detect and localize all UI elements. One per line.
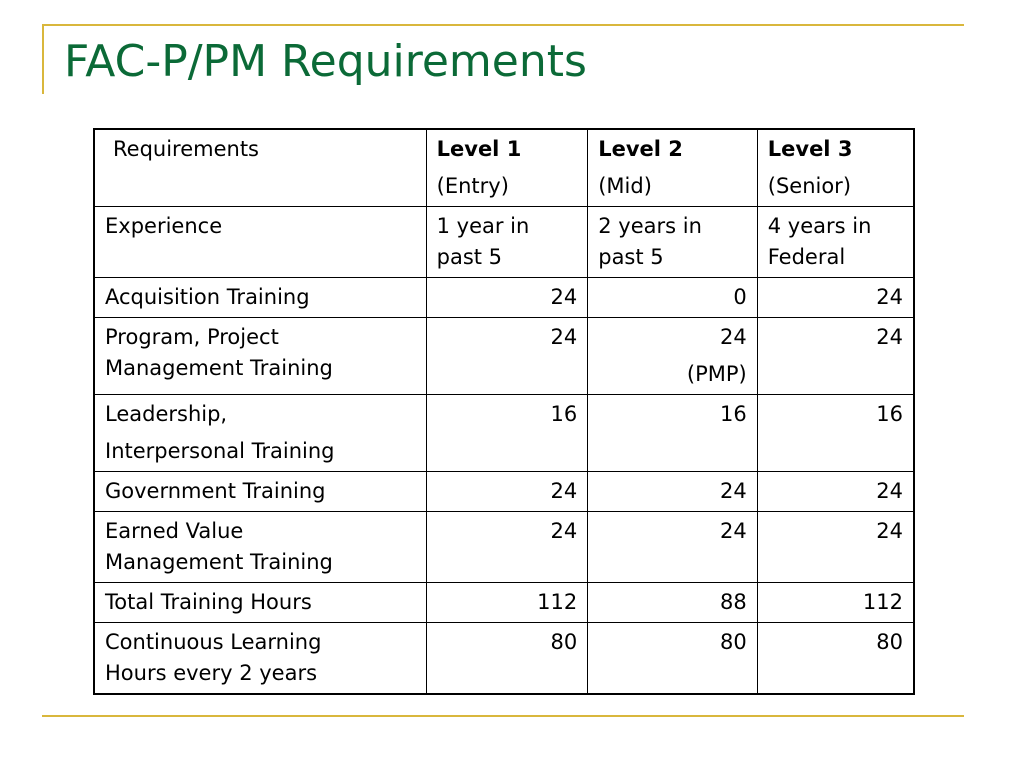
row-value-level-3: 16 — [757, 395, 914, 472]
header-level-2 — [588, 129, 758, 207]
table-row — [94, 583, 914, 623]
header-row — [94, 129, 914, 207]
row-value-level-1: 16 — [426, 395, 588, 472]
row-label: Acquisition Training — [94, 278, 426, 318]
table-row — [94, 278, 914, 318]
level-2-sub: (Mid) — [598, 174, 652, 198]
experience-label: Experience — [94, 207, 426, 278]
row-value-level-1: 112 — [426, 583, 588, 623]
bottom-accent-line — [42, 715, 964, 717]
experience-level-3: 4 years in Federal — [757, 207, 914, 278]
row-value-level-3: 112 — [757, 583, 914, 623]
row-value-level-1: 24 — [426, 318, 588, 395]
top-accent-line — [42, 24, 964, 26]
slide-title: FAC-P/PM Requirements — [64, 36, 587, 87]
left-accent-line — [42, 24, 44, 94]
row-value-level-3: 80 — [757, 623, 914, 695]
row-label: Earned Value Management Training — [94, 512, 426, 583]
experience-level-2: 2 years in past 5 — [588, 207, 758, 278]
pmp-note: (PMP) — [686, 362, 747, 386]
row-value-level-2: 24 — [588, 512, 758, 583]
row-label: Total Training Hours — [94, 583, 426, 623]
header-level-1 — [426, 129, 588, 207]
level-3-name: Level 3 — [767, 137, 853, 161]
row-label: Leadership, Interpersonal Training — [94, 395, 426, 472]
table-row — [94, 318, 914, 395]
experience-level-1: 1 year in past 5 — [426, 207, 588, 278]
row-value-level-2: 80 — [588, 623, 758, 695]
row-value-level-1: 80 — [426, 623, 588, 695]
row-value-level-2: 88 — [588, 583, 758, 623]
row-value-level-1: 24 — [426, 512, 588, 583]
row-value-level-2: 0 — [588, 278, 758, 318]
header-level-3 — [757, 129, 914, 207]
table-row — [94, 472, 914, 512]
level-3-sub: (Senior) — [767, 174, 852, 198]
row-value-level-2: 16 — [588, 395, 758, 472]
header-requirements — [94, 129, 426, 207]
level-1-name: Level 1 — [436, 137, 522, 161]
table-row — [94, 512, 914, 583]
level-1-sub: (Entry) — [436, 174, 509, 198]
row-value-level-3: 24 — [757, 278, 914, 318]
table-row — [94, 623, 914, 695]
header-requirements-label: Requirements — [113, 137, 259, 161]
requirements-table — [93, 128, 915, 695]
row-label: Continuous Learning Hours every 2 years — [94, 623, 426, 695]
row-value-level-1: 24 — [426, 472, 588, 512]
row-label: Government Training — [94, 472, 426, 512]
level-2-name: Level 2 — [598, 137, 683, 161]
row-value-level-2: 24 — [588, 472, 758, 512]
row-value-level-2: 24 (PMP) — [588, 318, 758, 395]
table-row — [94, 395, 914, 472]
row-value-level-1: 24 — [426, 278, 588, 318]
row-value-level-3: 24 — [757, 318, 914, 395]
row-value-level-3: 24 — [757, 472, 914, 512]
table-row-experience — [94, 207, 914, 278]
row-label: Program, Project Management Training — [94, 318, 426, 395]
row-value-level-3: 24 — [757, 512, 914, 583]
